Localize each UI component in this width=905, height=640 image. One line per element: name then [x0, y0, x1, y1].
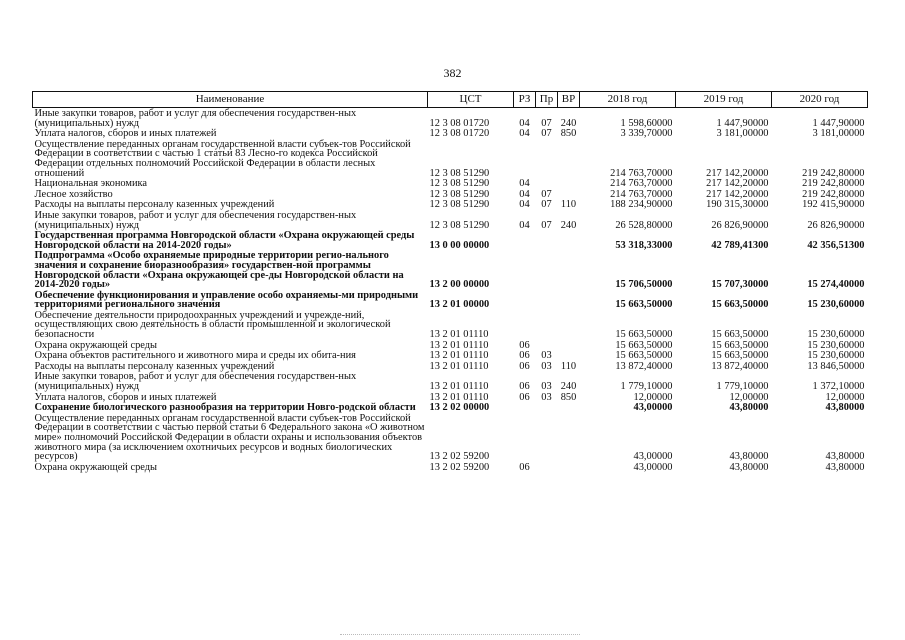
cell-2019: 217 142,20000 — [706, 178, 769, 190]
cell-rz: 06 — [519, 360, 530, 372]
cell-2020: 12,00000 — [825, 391, 865, 403]
cell-2018: 1 779,10000 — [620, 381, 673, 393]
cell-cst: 13 2 00 00000 — [429, 279, 490, 291]
table-row — [33, 310, 868, 340]
cell-pr: 07 — [541, 188, 552, 200]
cell-2019: 3 181,00000 — [716, 128, 769, 140]
cell-2020: 1 447,90000 — [812, 117, 865, 129]
cell-2018: 43,00000 — [633, 402, 673, 414]
cell-pr — [536, 290, 558, 310]
cell-rz — [514, 413, 536, 462]
cell-2019: 1 779,10000 — [716, 381, 769, 393]
cell-vr: 240 — [560, 381, 577, 393]
cell-rz — [514, 310, 536, 340]
cell-name: Уплата налогов, сборов и иных платежей — [34, 128, 217, 140]
cell-2018: 214 763,70000 — [610, 167, 673, 179]
cell-vr — [558, 340, 580, 351]
page-number: 382 — [443, 66, 462, 80]
cell-cst: 13 2 01 01110 — [429, 329, 489, 341]
cell-2020: 15 230,60000 — [807, 350, 865, 362]
cell-rz: 06 — [519, 339, 530, 351]
table-row — [33, 108, 868, 129]
header-year-2020: 2020 год — [772, 92, 868, 108]
cell-2019: 15 663,50000 — [711, 299, 769, 311]
cell-2020: 13 846,50000 — [807, 360, 865, 372]
cell-2019: 190 315,30000 — [706, 199, 769, 211]
cell-2019: 12,00000 — [729, 391, 769, 403]
cell-cst: 13 2 02 59200 — [429, 461, 490, 473]
cell-cst: 13 0 00 00000 — [429, 239, 490, 251]
cell-vr — [558, 178, 580, 189]
table-row — [33, 199, 868, 210]
cell-rz: 04 — [519, 128, 530, 140]
cell-2019: 217 142,20000 — [706, 188, 769, 200]
cell-2020: 1 372,10000 — [812, 381, 865, 393]
cell-rz: 06 — [519, 461, 530, 473]
cell-pr: 07 — [541, 219, 552, 231]
cell-pr: 07 — [541, 128, 552, 140]
page-bottom-marks — [340, 634, 580, 637]
cell-name: Обеспечение деятельности природоохранных учреждений и учрежде-ний, осуществляющих свою деятельность в области промышленной и экологической безопасности — [34, 309, 391, 341]
cell-pr — [536, 178, 558, 189]
cell-vr: 110 — [560, 199, 577, 211]
cell-vr — [558, 350, 580, 361]
cell-2018: 15 663,50000 — [615, 329, 673, 341]
cell-rz — [514, 250, 536, 289]
cell-pr: 03 — [541, 381, 552, 393]
cell-rz: 06 — [519, 381, 530, 393]
cell-pr: 03 — [541, 350, 552, 362]
cell-2019: 15 663,50000 — [711, 339, 769, 351]
header-name: Наименование — [33, 92, 428, 108]
cell-cst: 12 3 08 51290 — [429, 178, 490, 190]
cell-2018: 53 318,33000 — [615, 239, 673, 251]
cell-vr — [558, 310, 580, 340]
budget-table — [32, 91, 868, 472]
cell-pr: 03 — [541, 391, 552, 403]
table-row — [33, 392, 868, 403]
table-header-row — [33, 92, 868, 108]
cell-2018: 43,00000 — [633, 461, 673, 473]
cell-vr — [558, 139, 580, 178]
cell-cst: 13 2 02 59200 — [429, 451, 490, 463]
cell-name: Обеспечение функционирования и управление особо охраняемы-ми природными территориями регионального значения — [34, 289, 419, 311]
cell-pr — [536, 402, 558, 413]
cell-cst: 13 2 01 01110 — [429, 381, 489, 393]
cell-2020: 42 356,51300 — [807, 239, 865, 251]
cell-pr — [536, 139, 558, 178]
cell-pr — [536, 340, 558, 351]
header-rz: РЗ — [514, 92, 536, 108]
cell-name: Расходы на выплаты персоналу казенных учреждений — [34, 199, 275, 211]
cell-name: Осуществление переданных органам государственной власти субъек-тов Российской Федерации в соответствии с частью первой статьи 6 Федерального закона «О животном мире» полномочий Российской Федерации в области охраны и использования объектов животного мира (за исключением охотничьих ресурсов и водных биологических ресурсов) — [34, 412, 425, 463]
table-row — [33, 413, 868, 462]
cell-2020: 43,80000 — [825, 402, 865, 414]
cell-2018: 214 763,70000 — [610, 188, 673, 200]
cell-pr — [536, 462, 558, 473]
table-row — [33, 371, 868, 391]
table-row — [33, 340, 868, 351]
table-row — [33, 210, 868, 230]
cell-2018: 15 663,50000 — [615, 339, 673, 351]
cell-rz — [514, 290, 536, 310]
cell-cst: 12 3 08 01720 — [429, 117, 490, 129]
cell-cst: 12 3 08 51290 — [429, 219, 490, 231]
cell-cst: 12 3 08 51290 — [429, 199, 490, 211]
cell-vr: 240 — [560, 117, 577, 129]
cell-pr — [536, 310, 558, 340]
cell-name: Осуществление переданных органам государственной власти субъек-тов Российской Федерации в соответствии с частью 1 статьи 83 Лесно-го кодекса Российской Федерации отдельных полномочий Российской Федерации в области лесных отношений — [34, 138, 411, 179]
cell-cst: 12 3 08 01720 — [429, 128, 490, 140]
cell-vr: 850 — [560, 391, 577, 403]
cell-2019: 43,80000 — [729, 461, 769, 473]
cell-cst: 13 2 02 00000 — [429, 402, 490, 414]
cell-2020: 15 230,60000 — [807, 339, 865, 351]
header-pr: Пр — [536, 92, 558, 108]
cell-2020: 219 242,80000 — [802, 178, 865, 190]
cell-pr — [536, 250, 558, 289]
cell-2018: 15 663,50000 — [615, 299, 673, 311]
cell-rz — [514, 139, 536, 178]
cell-name: Уплата налогов, сборов и иных платежей — [34, 391, 217, 403]
cell-name: Расходы на выплаты персоналу казенных учреждений — [34, 360, 275, 372]
table-row — [33, 139, 868, 178]
cell-rz: 06 — [519, 391, 530, 403]
cell-vr: 110 — [560, 360, 577, 372]
cell-2018: 12,00000 — [633, 391, 673, 403]
cell-name: Национальная экономика — [34, 178, 148, 190]
cell-name: Охрана окружающей среды — [34, 339, 158, 351]
cell-rz — [514, 402, 536, 413]
cell-2020: 15 274,40000 — [807, 279, 865, 291]
cell-cst: 13 2 01 01110 — [429, 360, 489, 372]
cell-2019: 43,80000 — [729, 402, 769, 414]
header-vr: ВР — [558, 92, 580, 108]
cell-pr — [536, 413, 558, 462]
cell-name: Лесное хозяйство — [34, 188, 113, 200]
cell-2018: 26 528,80000 — [615, 219, 673, 231]
cell-pr: 07 — [541, 117, 552, 129]
cell-vr: 850 — [560, 128, 577, 140]
cell-2020: 26 826,90000 — [807, 219, 865, 231]
header-year-2018: 2018 год — [580, 92, 676, 108]
cell-2018: 3 339,70000 — [620, 128, 673, 140]
table-row — [33, 462, 868, 473]
table-row — [33, 361, 868, 372]
cell-2018: 1 598,60000 — [620, 117, 673, 129]
cell-vr — [558, 290, 580, 310]
cell-2020: 15 230,60000 — [807, 299, 865, 311]
cell-cst: 12 3 08 51290 — [429, 188, 490, 200]
cell-2018: 188 234,90000 — [610, 199, 673, 211]
table-row — [33, 128, 868, 139]
cell-2019: 1 447,90000 — [716, 117, 769, 129]
table-row — [33, 230, 868, 250]
cell-name: Иные закупки товаров, работ и услуг для обеспечения государствен-ных (муниципальных) нужд — [34, 108, 357, 129]
cell-name: Охрана окружающей среды — [34, 461, 158, 473]
header-year-2019: 2019 год — [676, 92, 772, 108]
cell-cst: 13 2 01 01110 — [429, 339, 489, 351]
cell-vr — [558, 250, 580, 289]
cell-vr — [558, 189, 580, 200]
cell-2018: 13 872,40000 — [615, 360, 673, 372]
cell-name: Охрана объектов растительного и животного мира и среды их обита-ния — [34, 350, 356, 362]
table-row — [33, 178, 868, 189]
cell-pr: 07 — [541, 199, 552, 211]
cell-pr — [536, 230, 558, 250]
cell-2019: 13 872,40000 — [711, 360, 769, 372]
cell-rz: 04 — [519, 117, 530, 129]
cell-2020: 43,80000 — [825, 461, 865, 473]
cell-2018: 15 663,50000 — [615, 350, 673, 362]
cell-2019: 42 789,41300 — [711, 239, 769, 251]
cell-2018: 214 763,70000 — [610, 178, 673, 190]
cell-vr: 240 — [560, 219, 577, 231]
cell-2019: 217 142,20000 — [706, 167, 769, 179]
cell-name: Подпрограмма «Особо охраняемые природные территории регио-нального значения и сохранение биоразнообразия» государствен-ной программы Новгородской области «Охрана окружающей сре-ды Новгородской области на 2014-2020 годы» — [34, 250, 404, 291]
table-row — [33, 250, 868, 289]
cell-2020: 15 230,60000 — [807, 329, 865, 341]
table-row — [33, 402, 868, 413]
cell-2019: 26 826,90000 — [711, 219, 769, 231]
table-row — [33, 290, 868, 310]
cell-cst: 12 3 08 51290 — [429, 167, 490, 179]
cell-name: Иные закупки товаров, работ и услуг для обеспечения государствен-ных (муниципальных) нужд — [34, 209, 357, 231]
cell-vr — [558, 402, 580, 413]
cell-vr — [558, 230, 580, 250]
cell-pr: 03 — [541, 360, 552, 372]
cell-2018: 15 706,50000 — [615, 279, 673, 291]
cell-rz: 04 — [519, 178, 530, 190]
cell-2020: 3 181,00000 — [812, 128, 865, 140]
cell-rz: 04 — [519, 199, 530, 211]
table-body — [33, 108, 868, 473]
cell-2019: 15 707,30000 — [711, 279, 769, 291]
cell-cst: 13 2 01 01110 — [429, 391, 489, 403]
cell-rz — [514, 230, 536, 250]
cell-vr — [558, 413, 580, 462]
cell-name: Сохранение биологического разнообразия на территории Новго-родской области — [34, 402, 416, 414]
table-row — [33, 350, 868, 361]
cell-2019: 43,80000 — [729, 451, 769, 463]
cell-cst: 13 2 01 00000 — [429, 299, 490, 311]
cell-rz: 04 — [519, 219, 530, 231]
cell-2018: 43,00000 — [633, 451, 673, 463]
cell-2020: 219 242,80000 — [802, 167, 865, 179]
cell-2019: 15 663,50000 — [711, 329, 769, 341]
header-cst: ЦСТ — [428, 92, 514, 108]
table-row — [33, 189, 868, 200]
cell-name: Иные закупки товаров, работ и услуг для обеспечения государствен-ных (муниципальных) нужд — [34, 371, 357, 393]
cell-2020: 219 242,80000 — [802, 188, 865, 200]
cell-rz: 04 — [519, 188, 530, 200]
cell-name: Государственная программа Новгородской области «Охрана окружающей среды Новгородской области на 2014-2020 годы» — [34, 230, 415, 251]
cell-rz: 06 — [519, 350, 530, 362]
cell-2020: 192 415,90000 — [802, 199, 865, 211]
cell-2020: 43,80000 — [825, 451, 865, 463]
cell-cst: 13 2 01 01110 — [429, 350, 489, 362]
cell-vr — [558, 462, 580, 473]
cell-2019: 15 663,50000 — [711, 350, 769, 362]
